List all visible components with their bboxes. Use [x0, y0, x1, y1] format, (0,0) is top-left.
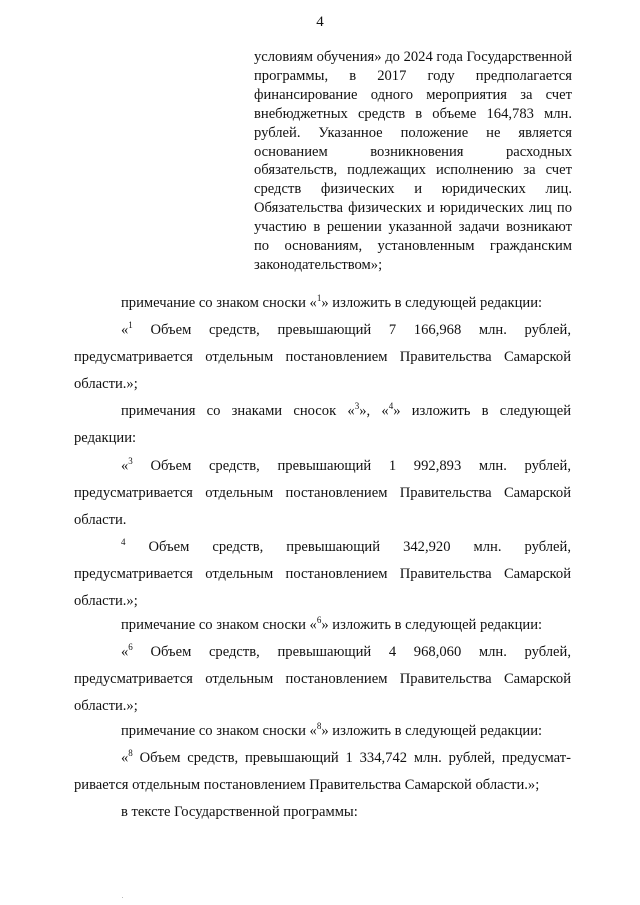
paragraph-text-before: в тексте Государственной программы: [121, 804, 358, 820]
paragraph-text-after: » изложить в следующей редакции: [321, 617, 543, 633]
footnote-marker: 8 [128, 748, 133, 758]
footnote-marker: 4 [388, 401, 394, 411]
paragraph-note-4-text [74, 534, 571, 614]
paragraph-text-before: примечание со знаком сноски « [121, 723, 317, 739]
paragraph-text-before: примечание со знаком сноски « [121, 617, 317, 633]
paragraph-text-after: Объем средств, превышающий 342,920 млн. рублей, предусматривается отдельным постановлением Правительства Самарской области.»; [74, 539, 571, 609]
paragraph-text-middle: », « [359, 403, 389, 419]
paragraph-text-before: « [121, 322, 129, 338]
paragraph-notes-3-4-instruction [74, 398, 571, 452]
footnote-marker: 3 [128, 456, 133, 466]
paragraph-text-before: « [121, 750, 129, 766]
footnote-marker: 3 [354, 401, 360, 411]
footnote-marker: 4 [121, 537, 126, 547]
paragraph-note-8-instruction [74, 718, 571, 745]
scan-artifact [122, 897, 123, 898]
paragraph-text-before: « [121, 644, 129, 660]
page-number: 4 [316, 14, 324, 30]
paragraph-text-after: Объем средств, превышающий 4 968,060 млн. рублей, предусматривается отдельным постановлением Правительства Самарской области.»; [74, 644, 571, 714]
footnote-marker: 6 [128, 642, 133, 652]
paragraph-text-after: » изложить в следующей редакции: [321, 723, 543, 739]
footnote-marker: 8 [316, 721, 322, 731]
paragraph-note-8-text [74, 745, 571, 799]
paragraph-note-6-instruction [74, 612, 571, 639]
quoted-text-block: условиям обучения» до 2024 года Государственной программы, в 2017 году предполагается финансирование одного мероприятия за счет внебюджетных средств в объеме 164,783 млн. рублей. Указанное положение не является основанием возникновения расходных обязательств, подлежащих исполнению за счет средств физических и юридических лиц. Обязательства физических и юридических лиц по участию в решении указанной задачи возникают по основаниям, установленным гражданским законодательством»; [254, 49, 573, 273]
paragraph-text-before: примечание со знаком сноски « [121, 295, 317, 311]
paragraph-note-1-instruction [74, 290, 571, 317]
footnote-marker: 1 [316, 293, 322, 303]
footnote-marker: 1 [128, 320, 133, 330]
paragraph-program-text-intro [74, 799, 571, 826]
paragraph-note-3-text [74, 453, 571, 533]
paragraph-text-after: Объем средств, превышающий 1 334,742 млн. рублей, предусмат-ривается отдельным постановлением Правительства Самарской области.»; [74, 750, 571, 793]
paragraph-text-after: Объем средств, превышающий 1 992,893 млн. рублей, предусматривается отдельным постановлением Правительства Самарской области. [74, 458, 571, 528]
footnote-marker: 6 [316, 615, 322, 625]
paragraph-text-after: » изложить в следующей редакции: [74, 403, 572, 446]
paragraph-text-before: « [121, 458, 129, 474]
paragraph-text-after: » изложить в следующей редакции: [321, 295, 543, 311]
paragraph-text-after: Объем средств, превышающий 7 166,968 млн. рублей, предусматривается отдельным постановлением Правительства Самарской области.»; [74, 322, 571, 392]
paragraph-note-1-text [74, 317, 571, 397]
paragraph-note-6-text [74, 639, 571, 719]
paragraph-text-before: примечания со знаками сносок « [121, 403, 355, 419]
